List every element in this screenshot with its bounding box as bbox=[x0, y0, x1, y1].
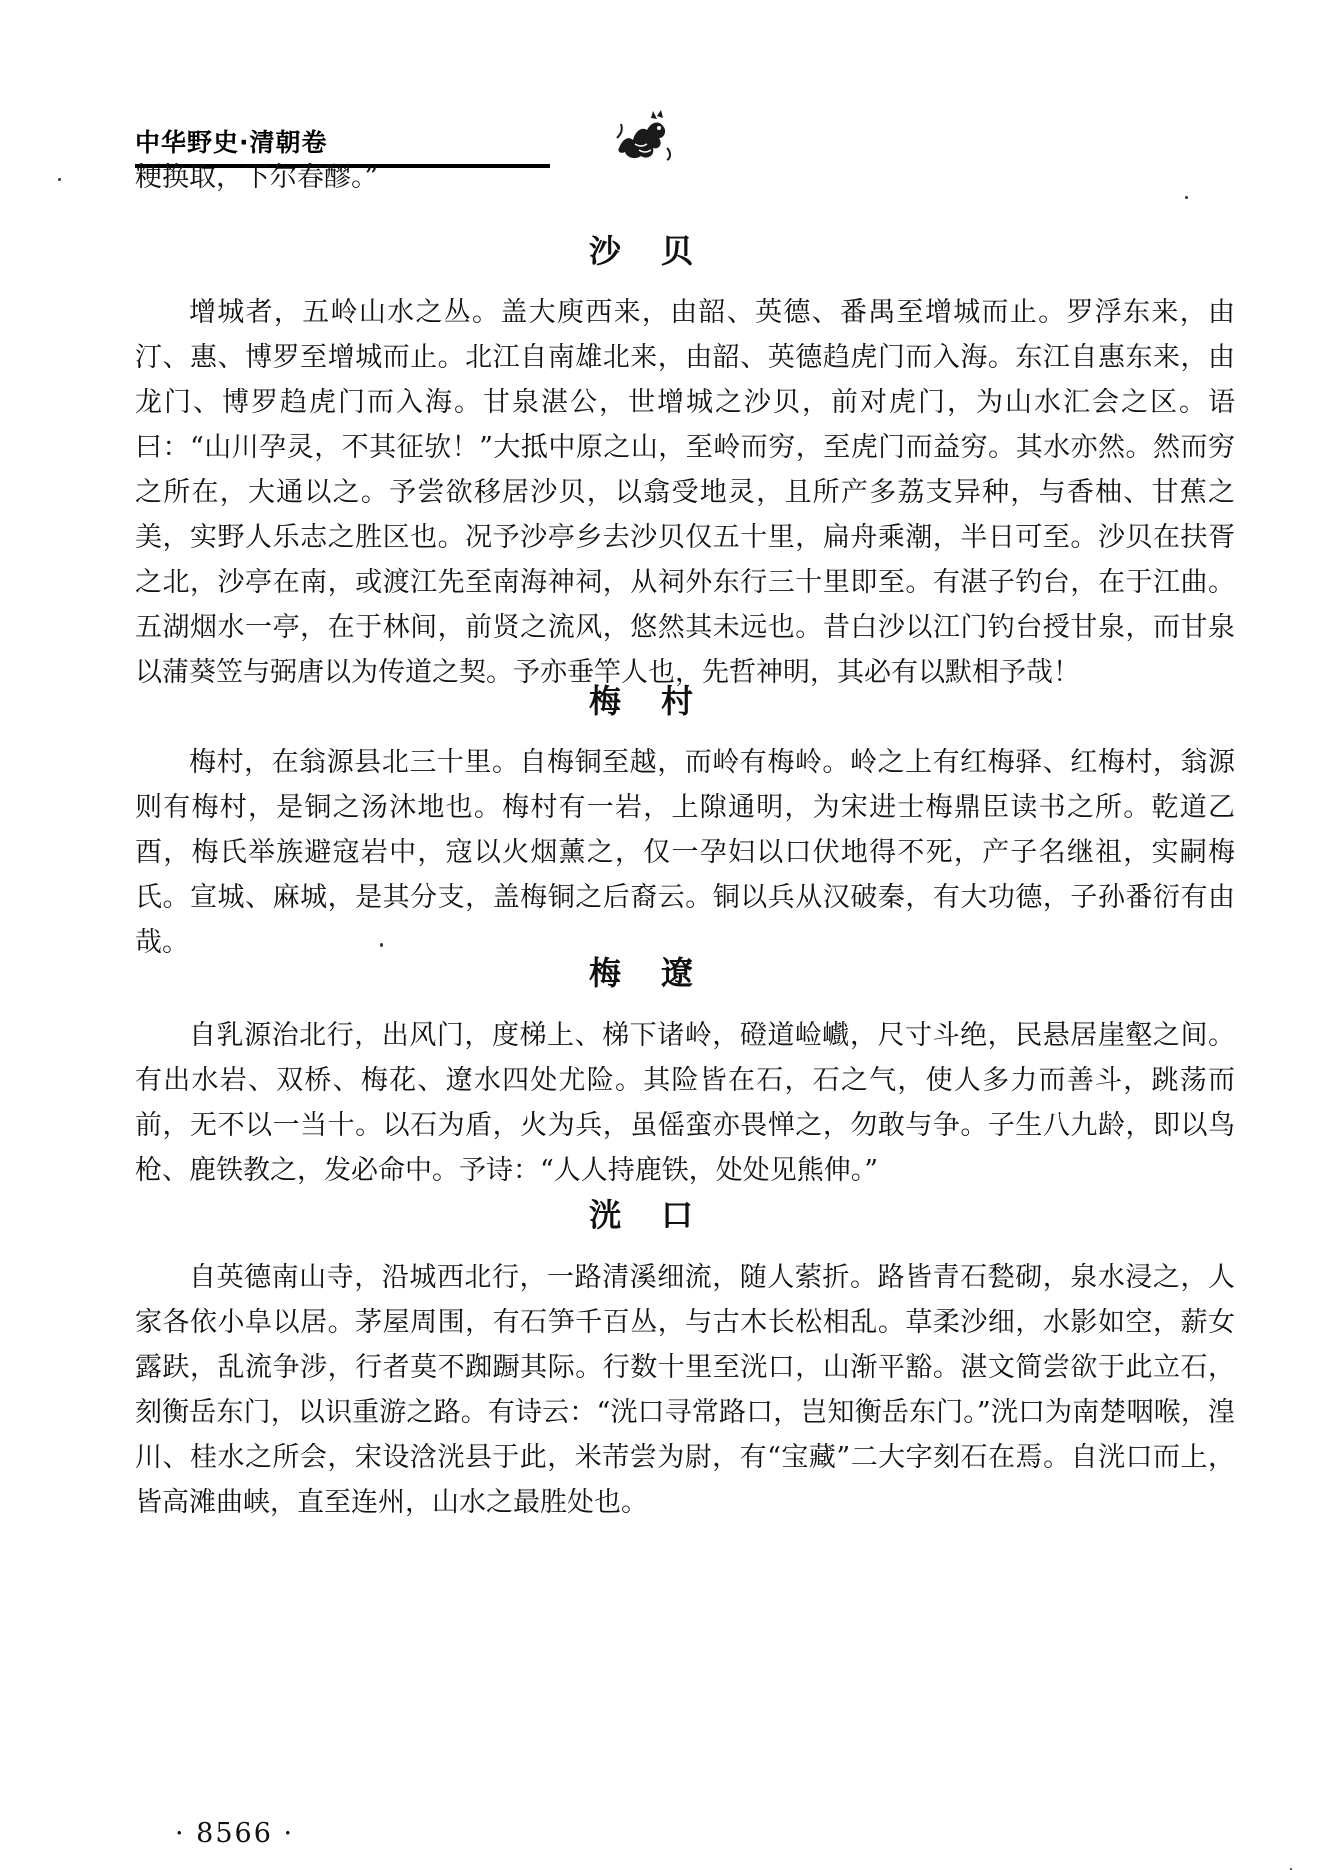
book-title: 中华野史·清朝卷 bbox=[135, 128, 328, 157]
section-text-shabei: 增城者，五岭山水之丛。盖大庾西来，由韶、英德、番禺至增城而止。罗浮东来，由汀、惠、博罗至增城而止。北江自南雄北来，由韶、英德趋虎门而入海。东江自惠东来，由龙门、博罗趋虎门而入海。甘泉湛公，世增城之沙贝，前对虎门，为山水汇会之区。语曰：“山川孕灵，不其征欤！”大抵中原之山，至岭而穷，至虎门而益穷。其水亦然。然而穷之所在，大通以之。予尝欲移居沙贝，以翕受地灵，且所产多荔支异种，与香柚、甘蕉之美，实野人乐志之胜区也。况予沙亭乡去沙贝仅五十里，扁舟乘潮，半日可至。沙贝在扶胥之北，沙亭在南，或渡江先至南海神祠，从祠外东行三十里即至。有湛子钓台，在于江曲。五湖烟水一亭，在于林间，前贤之流风，悠然其未远也。昔白沙以江门钓台授甘泉，而甘泉以蒲葵笠与弼唐以为传道之契。予亦垂竿人也，先哲神明，其必有以默相予哉！ bbox=[135, 297, 1235, 688]
scan-speck bbox=[1185, 196, 1188, 199]
section-heading-meicun: 梅村 bbox=[588, 682, 733, 720]
section-heading-guangkou: 洸口 bbox=[588, 1196, 733, 1234]
page-number: · 8566 · bbox=[175, 1818, 295, 1849]
continuation-text: 粳换取，下尔春醪。” bbox=[135, 162, 379, 193]
section-text-meiliao: 自乳源治北行，出风门，度梯上、梯下诸岭，磴道崄巇，尺寸斗绝，民悬居崖壑之间。有出水岩、双桥、梅花、遼水四处尤险。其险皆在石，石之气，使人多力而善斗，跳荡而前，无不以一当十。以石为盾，火为兵，虽傜蛮亦畏惮之，勿敢与争。子生八九龄，即以鸟枪、鹿铁教之，发必命中。予诗：“人人持鹿铁，处处见熊伸。” bbox=[135, 1020, 1235, 1186]
scan-speck bbox=[58, 178, 61, 181]
scan-speck bbox=[380, 943, 383, 947]
section-heading-shabei: 沙贝 bbox=[588, 232, 733, 270]
section-text-guangkou: 自英德南山寺，沿城西北行，一路清溪细流，随人萦折。路皆青石甃砌，泉水浸之，人家各依小阜以居。茅屋周围，有石笋千百丛，与古木长松相乱。草柔沙细，水影如空，薪女露趺，乱流争涉，行者莫不踟蹰其际。行数十里至洸口，山渐平豁。湛文简尝欲于此立石，刻衡岳东门，以识重游之路。有诗云：“洸口寻常路口，岂知衡岳东门。”洸口为南楚咽喉，湟川、桂水之所会，宋设浛洸县于此，米芾尝为尉，有“宝藏”二大字刻石在焉。自洸口而上，皆高滩曲峡，直至连州，山水之最胜处也。 bbox=[135, 1262, 1235, 1518]
section-heading-meiliao: 梅遼 bbox=[588, 954, 733, 992]
section-text-meicun: 梅村，在翁源县北三十里。自梅铜至越，而岭有梅岭。岭之上有红梅驿、红梅村，翁源则有梅村，是铜之汤沐地也。梅村有一岩，上隙通明，为宋进士梅鼎臣读书之所。乾道乙酉，梅氏举族避寇岩中，寇以火烟薰之，仅一孕妇以口伏地得不死，产子名继祖，实嗣梅氏。宣城、麻城，是其分支，盖梅铜之后裔云。铜以兵从汉破秦，有大功德，子孙番衍有由哉。 bbox=[135, 747, 1235, 958]
